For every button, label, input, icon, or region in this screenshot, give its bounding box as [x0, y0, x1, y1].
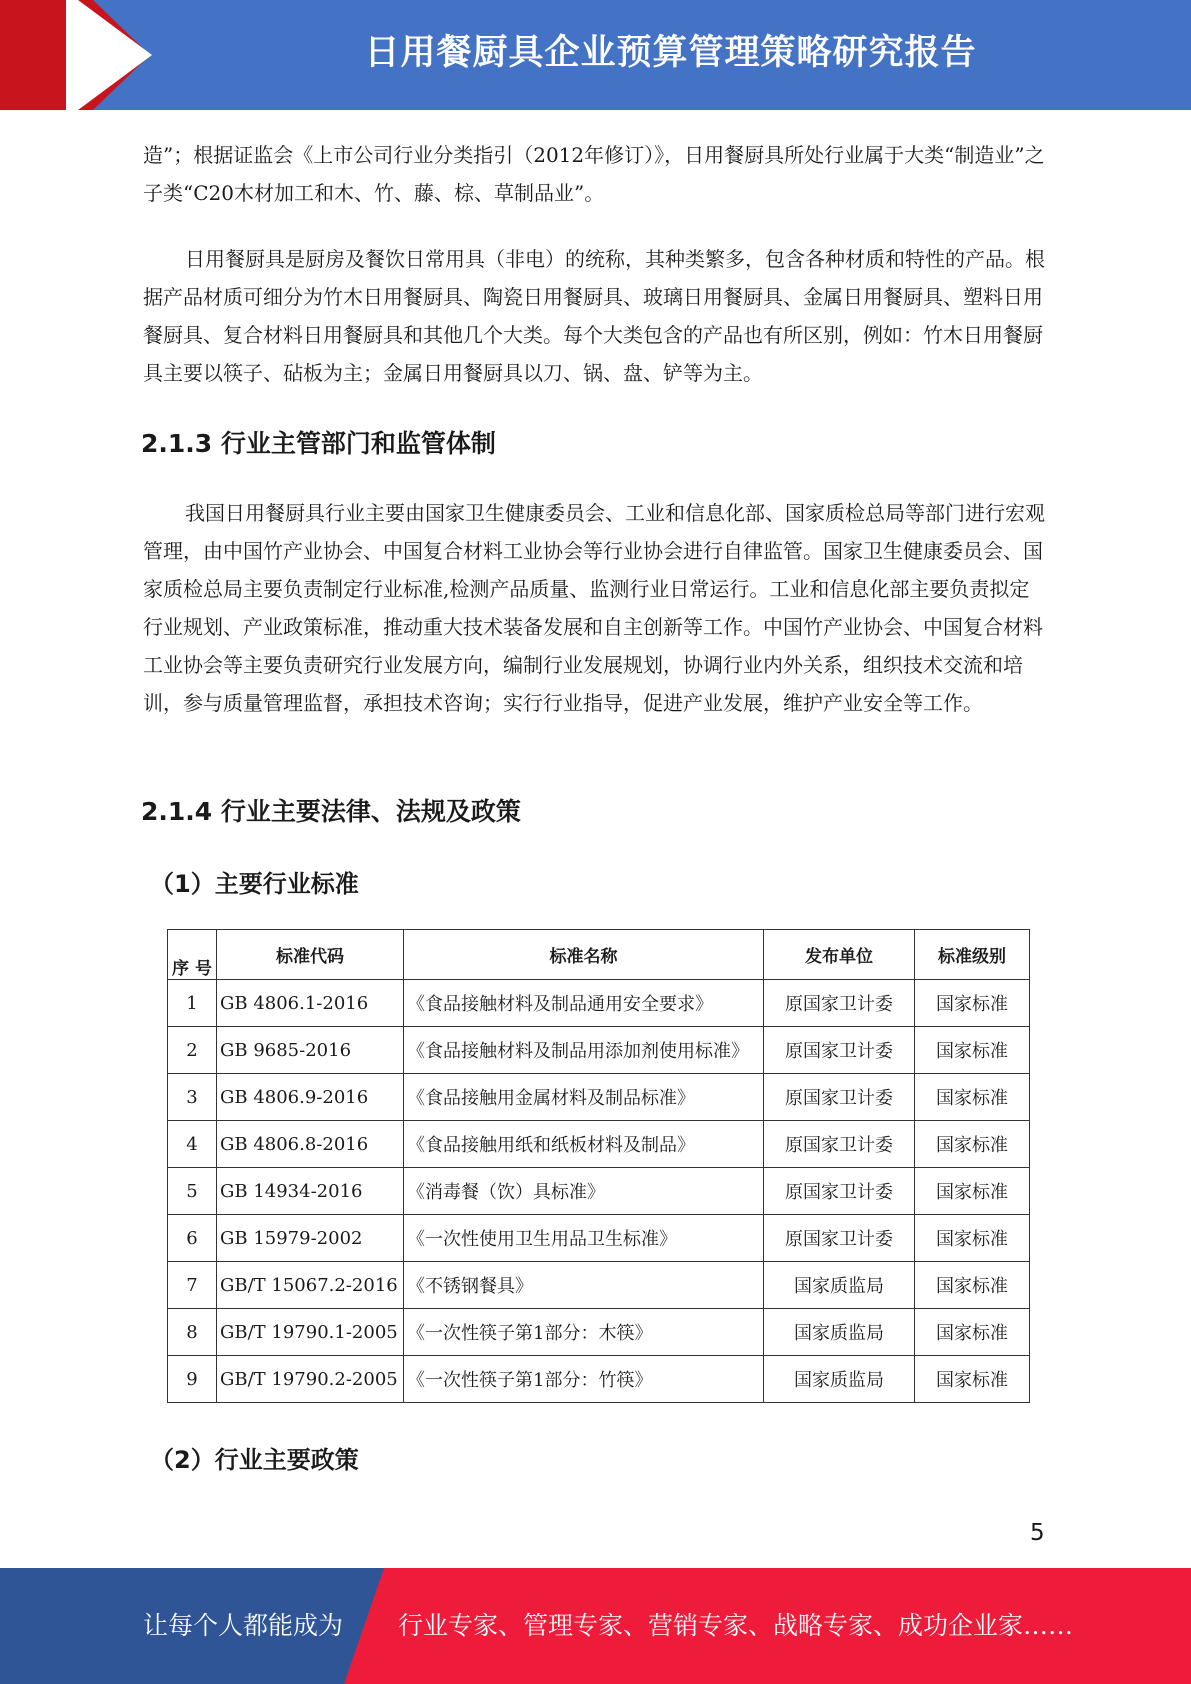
table-row — [168, 1309, 1030, 1356]
cell-code: GB 4806.1-2016 — [217, 980, 404, 1027]
table-row — [168, 1168, 1030, 1215]
cell-issuer: 国家质监局 — [764, 1356, 915, 1403]
cell-index: 2 — [168, 1027, 217, 1074]
header-code: 标准代码 — [217, 930, 404, 980]
cell-index: 3 — [168, 1074, 217, 1121]
table-row — [168, 1356, 1030, 1403]
cell-issuer: 原国家卫计委 — [764, 1027, 915, 1074]
cell-index: 9 — [168, 1356, 217, 1403]
cell-index: 6 — [168, 1215, 217, 1262]
paragraph-industry-classification: 造”；根据证监会《上市公司行业分类指引（2012年修订）》，日用餐厨具所处行业属于大类“制造业”之子类“C20木材加工和木、竹、藤、棕、草制品业”。 — [143, 143, 1045, 205]
cell-name: 《食品接触用纸和纸板材料及制品》 — [404, 1121, 764, 1168]
cell-level: 国家标准 — [915, 980, 1030, 1027]
cell-level: 国家标准 — [915, 1356, 1030, 1403]
heading-2-1-3: 2.1.3 行业主管部门和监管体制 — [141, 429, 496, 458]
cell-code: GB 14934-2016 — [217, 1168, 404, 1215]
cell-name: 《一次性筷子第1部分：木筷》 — [404, 1309, 764, 1356]
cell-level: 国家标准 — [915, 1215, 1030, 1262]
cell-level: 国家标准 — [915, 1168, 1030, 1215]
cell-level: 国家标准 — [915, 1121, 1030, 1168]
subheading-industry-policies: （2）行业主要政策 — [150, 1446, 359, 1474]
page-header — [0, 0, 1191, 110]
header-level: 标准级别 — [915, 930, 1030, 980]
cell-index: 4 — [168, 1121, 217, 1168]
footer-slogan-right: 行业专家、管理专家、营销专家、战略专家、成功企业家…… — [398, 1611, 1074, 1640]
footer-slogan-left: 让每个人都能成为 — [143, 1611, 344, 1640]
cell-level: 国家标准 — [915, 1074, 1030, 1121]
cell-code: GB/T 15067.2-2016 — [217, 1262, 404, 1309]
header-issuer: 发布单位 — [764, 930, 915, 980]
cell-code: GB/T 19790.1-2005 — [217, 1309, 404, 1356]
cell-name: 《食品接触用金属材料及制品标准》 — [404, 1074, 764, 1121]
table-header-row — [168, 930, 1030, 980]
cell-issuer: 原国家卫计委 — [764, 1215, 915, 1262]
table-row — [168, 1074, 1030, 1121]
paragraph-regulatory-system: 我国日用餐厨具行业主要由国家卫生健康委员会、工业和信息化部、国家质检总局等部门进行宏观管理，由中国竹产业协会、中国复合材料工业协会等行业协会进行自律监管。国家卫生健康委员会、国家质检总局主要负责制定行业标准,检测产品质量、监测行业日常运行。工业和信息化部主要负责拟定行业规划、产业政策标准，推动重大技术装备发展和自主创新等工作。中国竹产业协会、中国复合材料工业协会等主要负责研究行业发展方向，编制行业发展规划，协调行业内外关系，组织技术交流和培训，参与质量管理监督，承担技术咨询；实行行业指导，促进产业发展，维护产业安全等工作。 — [143, 501, 1045, 715]
cell-index: 8 — [168, 1309, 217, 1356]
cell-code: GB 9685-2016 — [217, 1027, 404, 1074]
table-row — [168, 1262, 1030, 1309]
cell-level: 国家标准 — [915, 1262, 1030, 1309]
cell-name: 《不锈钢餐具》 — [404, 1262, 764, 1309]
cell-index: 1 — [168, 980, 217, 1027]
cell-index: 5 — [168, 1168, 217, 1215]
page-footer — [0, 1568, 1191, 1684]
table-row — [168, 980, 1030, 1027]
cell-code: GB 4806.9-2016 — [217, 1074, 404, 1121]
heading-2-1-4: 2.1.4 行业主要法律、法规及政策 — [141, 797, 521, 826]
cell-issuer: 国家质监局 — [764, 1262, 915, 1309]
cell-code: GB/T 19790.2-2005 — [217, 1356, 404, 1403]
cell-issuer: 原国家卫计委 — [764, 1074, 915, 1121]
report-title: 日用餐厨具企业预算管理策略研究报告 — [364, 33, 977, 73]
header-index: 序 号 — [168, 930, 217, 980]
cell-code: GB 15979-2002 — [217, 1215, 404, 1262]
cell-index: 7 — [168, 1262, 217, 1309]
header-name: 标准名称 — [404, 930, 764, 980]
cell-level: 国家标准 — [915, 1309, 1030, 1356]
cell-issuer: 原国家卫计委 — [764, 1168, 915, 1215]
cell-name: 《一次性使用卫生用品卫生标准》 — [404, 1215, 764, 1262]
cell-name: 《食品接触材料及制品通用安全要求》 — [404, 980, 764, 1027]
paragraph-product-definition: 日用餐厨具是厨房及餐饮日常用具（非电）的统称，其种类繁多，包含各种材质和特性的产品。根据产品材质可细分为竹木日用餐厨具、陶瓷日用餐厨具、玻璃日用餐厨具、金属日用餐厨具、塑料日用餐厨具、复合材料日用餐厨具和其他几个大类。每个大类包含的产品也有所区别，例如：竹木日用餐厨具主要以筷子、砧板为主；金属日用餐厨具以刀、锅、盘、铲等为主。 — [143, 247, 1045, 385]
cell-name: 《一次性筷子第1部分：竹筷》 — [404, 1356, 764, 1403]
cell-issuer: 原国家卫计委 — [764, 980, 915, 1027]
page-number: 5 — [1030, 1520, 1045, 1546]
table-row — [168, 1027, 1030, 1074]
industry-standards-table — [167, 929, 1030, 1403]
table-row — [168, 1215, 1030, 1262]
table-row — [168, 1121, 1030, 1168]
cell-name: 《食品接触材料及制品用添加剂使用标准》 — [404, 1027, 764, 1074]
cell-name: 《消毒餐（饮）具标准》 — [404, 1168, 764, 1215]
cell-issuer: 国家质监局 — [764, 1309, 915, 1356]
cell-level: 国家标准 — [915, 1027, 1030, 1074]
cell-code: GB 4806.8-2016 — [217, 1121, 404, 1168]
subheading-industry-standards: （1）主要行业标准 — [150, 870, 359, 898]
cell-issuer: 原国家卫计委 — [764, 1121, 915, 1168]
